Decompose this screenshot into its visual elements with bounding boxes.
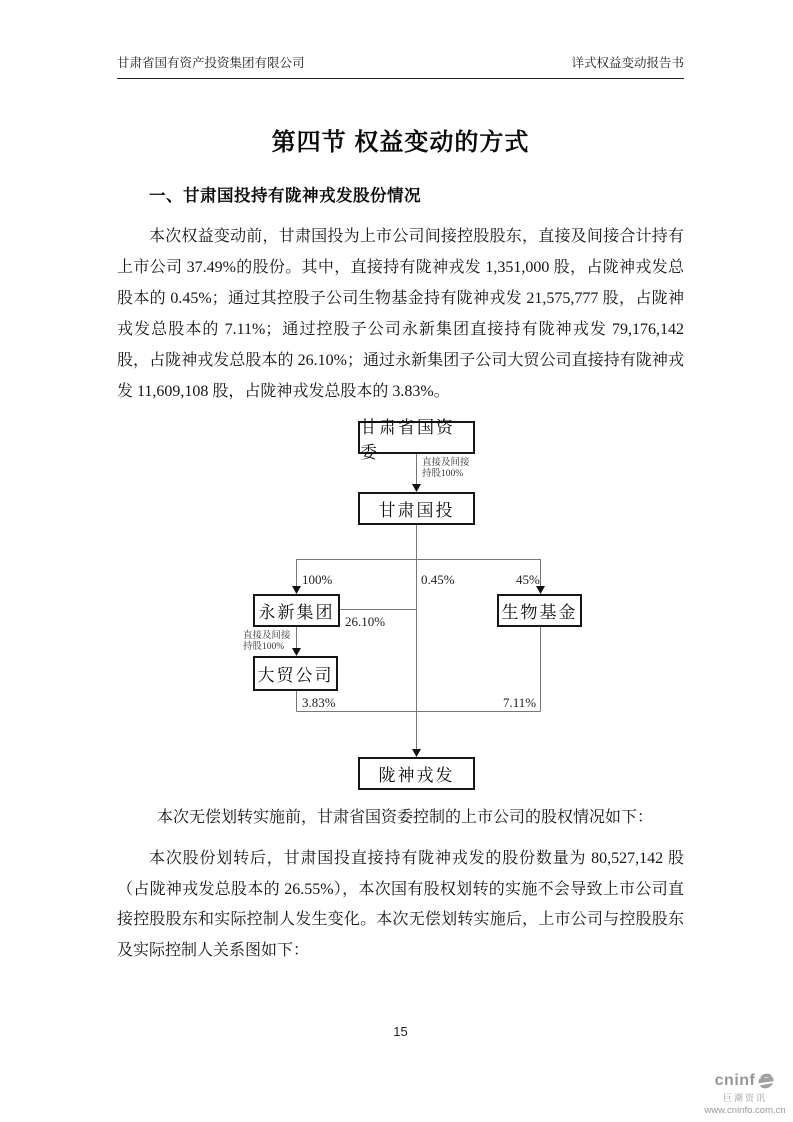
- watermark-url-text: www.cninfo.com.cn: [704, 1105, 786, 1116]
- edge-label-holding-top: [422, 458, 470, 479]
- header-left-text: 甘肃省国有资产投资集团有限公司: [117, 56, 305, 70]
- node-yongxin-group: 永新集团: [253, 594, 340, 627]
- edge-label-3-83pct: 3.83%: [302, 695, 336, 710]
- edge-label-holding-left-line2: 持股100%: [243, 641, 285, 652]
- watermark-brand-row: [715, 1072, 776, 1090]
- node-gansu-sasac: 甘肃省国资委: [358, 421, 475, 454]
- cninfo-watermark: [702, 1072, 788, 1116]
- header-right-text: 详式权益变动报告书: [571, 56, 684, 70]
- node-longshen-rongfa: 陇神戎发: [358, 757, 475, 790]
- connector-lines: [0, 418, 793, 803]
- paragraph-shareholding-before: 本次权益变动前，甘肃国投为上市公司间接控股股东，直接及间接合计持有上市公司 37.49%的股份。其中，直接持有陇神戎发 1,351,000 股，占陇神戎发总股本的 0.45%；通过其控股子公司生物基金持有陇神戎发 21,575,777 股，占陇神戎发总股本的 7.11%；通过控股子公司永新集团直接持有陇神戎发 79,176,142 股，占陇神戎发总股本的 26.10%；通过永新集团子公司大贸公司直接持有陇神戎发 11,609,108 股，占陇神戎发总股本的 3.83%。: [117, 228, 684, 400]
- paragraph-after-transfer: 本次股份划转后，甘肃国投直接持有陇神戎发的股份数量为 80,527,142 股（占陇神戎发总股本的 26.55%），本次国有股权划转的实施不会导致上市公司直接控股股东和实际控制人发生变化。本次无偿划转实施后，上市公司与控股股东及实际控制人关系图如下：: [117, 850, 684, 959]
- paragraph-before-transfer: 本次无偿划转实施前，甘肃省国资委控制的上市公司的股权情况如下：: [157, 809, 654, 826]
- edge-label-0-45pct: 0.45%: [421, 572, 455, 587]
- page-header: [117, 53, 684, 79]
- node-biotech-fund: 生物基金: [497, 594, 582, 627]
- edge-label-holding-top-line2: 持股100%: [422, 468, 464, 479]
- page-number: 15: [393, 1024, 408, 1039]
- subsection-heading: 一、甘肃国投持有陇神戎发股份情况: [149, 187, 421, 205]
- ownership-structure-diagram: [0, 418, 793, 803]
- section-title: 第四节 权益变动的方式: [271, 129, 530, 156]
- edge-label-holding-left-line1: 直接及间接: [243, 631, 291, 641]
- node-gansu-guotou: 甘肃国投: [358, 492, 475, 525]
- edge-label-holding-top-line1: 直接及间接: [422, 458, 470, 468]
- edge-label-holding-left: [243, 631, 291, 652]
- edge-label-45pct: 45%: [516, 572, 540, 587]
- edge-label-7-11pct: 7.11%: [503, 695, 537, 710]
- watermark-name-text: 巨潮资讯: [722, 1093, 767, 1103]
- watermark-brand-text: cninf: [714, 1072, 756, 1089]
- edge-label-100pct: 100%: [302, 572, 333, 587]
- edge-label-26-10pct: 26.10%: [345, 614, 386, 629]
- node-damao-company: 大贸公司: [253, 656, 338, 691]
- cninfo-logo-icon: [757, 1072, 775, 1090]
